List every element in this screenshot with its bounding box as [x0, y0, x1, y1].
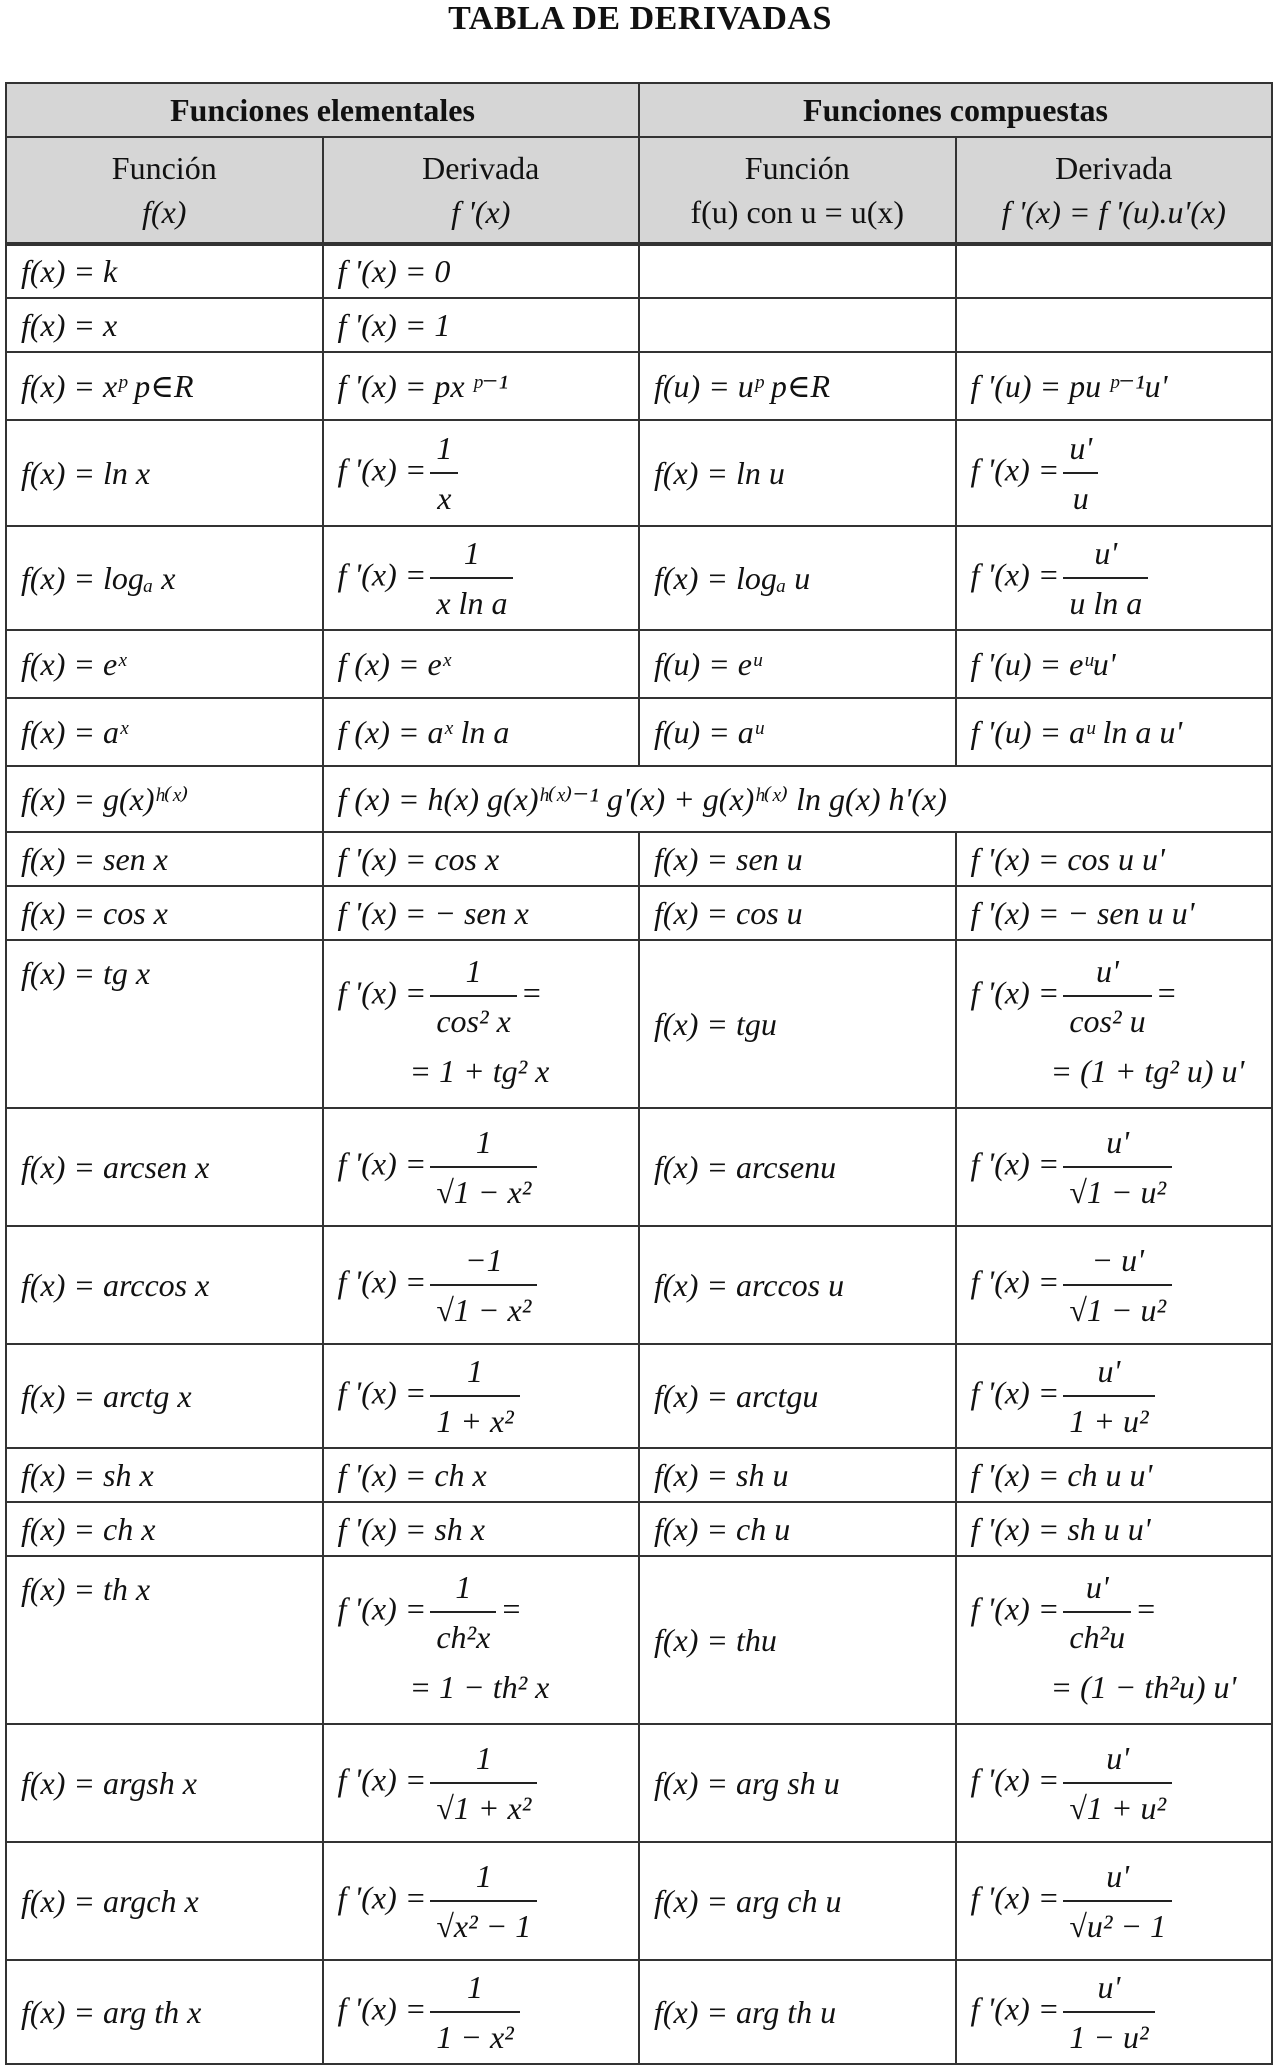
cell-c4 [956, 1448, 1273, 1502]
formula-equals: = [520, 974, 543, 1011]
fraction [1063, 1965, 1154, 2059]
cell-c3 [639, 298, 956, 352]
formula [971, 1238, 1258, 1332]
cell-c2 [323, 244, 640, 298]
cell-c2 [323, 1502, 640, 1556]
formula-text: f(u) = aᵘ [654, 713, 764, 750]
cell-c3 [639, 1960, 956, 2064]
cell-c1 [6, 1502, 323, 1556]
cell-c1 [6, 832, 323, 886]
cell-c2 [323, 886, 640, 940]
header-col-derivada-symbol: f '(x) [451, 194, 511, 230]
cell-c3 [639, 1108, 956, 1226]
cell-c1 [6, 244, 323, 298]
formula [338, 1120, 625, 1214]
formula-text: f(x) = arccos x [21, 1266, 210, 1303]
cell-c1 [6, 766, 323, 832]
formula-text: f(x) = aˣ [21, 713, 129, 750]
cell-c4 [956, 298, 1273, 352]
cell-c2 [323, 832, 640, 886]
formula-text: f '(x) = sh u u' [970, 1510, 1151, 1547]
formula-continuation: = (1 + tg² u) u' [1050, 1053, 1245, 1089]
cell-c3 [639, 244, 956, 298]
table-row [6, 352, 1272, 420]
formula-equals: = [1155, 974, 1178, 1011]
cell-c1 [6, 1724, 323, 1842]
formula [338, 1238, 625, 1332]
table-row [6, 832, 1272, 886]
formula-line [338, 1238, 625, 1332]
formula-text: f '(x) = ch x [337, 1456, 487, 1493]
cell-c4 [956, 832, 1273, 886]
cell-c2 [323, 630, 640, 698]
fraction [1063, 1565, 1131, 1659]
formula-text: f(x) = logₐ x [21, 559, 176, 596]
formula-lhs: f '(x) = [337, 1374, 427, 1411]
header-col-funcion-compuesta-symbol: f(u) con u = u(x) [690, 194, 905, 230]
fraction [430, 531, 513, 625]
cell-c4 [956, 1724, 1273, 1842]
formula-text: f(x) = arccos u [654, 1266, 845, 1303]
cell-c4 [956, 630, 1273, 698]
fraction-denominator: u [1072, 480, 1089, 516]
formula-lhs: f '(x) = [337, 1145, 427, 1182]
table-row [6, 1556, 1272, 1724]
fraction-numerator: 1 [430, 1565, 496, 1613]
fraction-denominator: √1 + x² [436, 1790, 532, 1826]
header-col-funcion [6, 137, 323, 244]
fraction [1063, 1120, 1172, 1214]
header-group-elementales: Funciones elementales [6, 83, 639, 137]
formula-line [338, 1349, 625, 1443]
table-row [6, 698, 1272, 766]
formula-text: f(x) = eˣ [21, 645, 127, 682]
header-col-derivada-compuesta [956, 137, 1273, 244]
cell-c2 [323, 352, 640, 420]
formula-line [338, 949, 625, 1043]
formula-text: f(x) = xᵖ p∈R [21, 368, 194, 404]
cell-c3 [639, 1448, 956, 1502]
fraction-denominator: x ln a [436, 585, 508, 621]
formula-text: f(x) = arcsen x [21, 1148, 210, 1185]
fraction-denominator: √x² − 1 [436, 1908, 532, 1944]
cell-c3 [639, 940, 956, 1108]
formula-line [971, 949, 1258, 1043]
fraction [430, 1238, 537, 1332]
cell-c2 [323, 1724, 640, 1842]
cell-c4 [956, 1344, 1273, 1448]
formula-text: f(x) = ch u [654, 1510, 791, 1547]
formula-text: f '(x) = ch u u' [970, 1456, 1153, 1493]
formula-text: f(x) = k [21, 253, 118, 289]
header-col-derivada-compuesta-label: Derivada [1055, 150, 1173, 186]
cell-span [323, 766, 1273, 832]
table-row [6, 1960, 1272, 2064]
formula [971, 1349, 1258, 1443]
formula [338, 1965, 625, 2059]
fraction-numerator: −1 [430, 1238, 537, 1286]
fraction-denominator: ch²x [436, 1619, 491, 1655]
cell-c1 [6, 1108, 323, 1226]
formula-continuation: = 1 − th² x [409, 1669, 550, 1705]
formula-text: f(x) = cos x [21, 894, 168, 931]
cell-c1 [6, 352, 323, 420]
cell-c4 [956, 1842, 1273, 1960]
formula-line [338, 1965, 625, 2059]
cell-c1 [6, 1842, 323, 1960]
formula-line [338, 426, 625, 520]
fraction [1063, 1854, 1172, 1948]
formula-text: f(x) = arctg x [21, 1377, 192, 1414]
fraction-denominator: 1 + x² [436, 1403, 514, 1439]
formula-lhs: f '(x) = [970, 1374, 1060, 1411]
formula [338, 1349, 625, 1443]
cell-c4 [956, 1960, 1273, 2064]
formula-line [971, 1854, 1258, 1948]
formula [971, 1854, 1258, 1948]
fraction-denominator: √1 − x² [436, 1174, 532, 1210]
cell-c4 [956, 420, 1273, 526]
table-row [6, 940, 1272, 1108]
formula-text: f (x) = h(x) g(x)ʰ⁽ˣ⁾⁻¹ g'(x) + g(x)ʰ⁽ˣ⁾ ln g(x) h'(x) [337, 781, 947, 817]
formula [338, 531, 625, 625]
fraction-numerator: u' [1063, 949, 1151, 997]
table-row [6, 1724, 1272, 1842]
formula-text: f (x) = eˣ [337, 645, 451, 682]
fraction-numerator: 1 [430, 1854, 537, 1902]
formula [971, 1120, 1258, 1214]
fraction-denominator: 1 + u² [1069, 1403, 1149, 1439]
formula-text: f '(x) = px ᵖ⁻¹ [337, 368, 509, 404]
fraction [1063, 426, 1098, 520]
formula-line [971, 1565, 1258, 1659]
formula-text: f '(x) = cos x [337, 840, 500, 877]
cell-c3 [639, 1344, 956, 1448]
formula-line [971, 1120, 1258, 1214]
fraction-numerator: u' [1063, 531, 1148, 579]
table-row [6, 1448, 1272, 1502]
formula-text: f '(x) = 0 [337, 253, 451, 289]
fraction [430, 949, 516, 1043]
fraction-denominator: √1 − x² [436, 1292, 532, 1328]
formula-lhs: f '(x) = [970, 1590, 1060, 1627]
table-row [6, 244, 1272, 298]
fraction [430, 1349, 519, 1443]
fraction [1063, 1736, 1172, 1830]
cell-c4 [956, 244, 1273, 298]
formula-lhs: f '(x) = [970, 1761, 1060, 1798]
cell-c1 [6, 1960, 323, 2064]
header-col-derivada [323, 137, 640, 244]
header-col-derivada-compuesta-symbol: f '(x) = f '(u).u'(x) [1001, 194, 1226, 230]
fraction [430, 1565, 496, 1659]
fraction-denominator: cos² x [436, 1003, 511, 1039]
formula [971, 426, 1258, 520]
table-row [6, 1226, 1272, 1344]
formula [338, 949, 625, 1090]
formula-text: f(u) = eᵘ [654, 645, 762, 682]
header-col-funcion-label: Función [111, 150, 217, 186]
formula-lhs: f '(x) = [337, 1263, 427, 1300]
formula-lhs: f '(x) = [970, 1145, 1060, 1182]
cell-c1 [6, 1344, 323, 1448]
cell-c2 [323, 1960, 640, 2064]
formula-text: f(x) = arg th u [654, 1993, 837, 2030]
formula-continuation: = (1 − th²u) u' [1050, 1669, 1237, 1705]
fraction-denominator: cos² u [1069, 1003, 1146, 1039]
formula-line [338, 531, 625, 625]
formula-line [971, 1736, 1258, 1830]
fraction [430, 426, 458, 520]
cell-c1 [6, 526, 323, 630]
table-row [6, 420, 1272, 526]
fraction-denominator: 1 − x² [436, 2019, 514, 2055]
formula-text: f(x) = ln x [21, 454, 151, 491]
formula-text: f(x) = arg ch u [654, 1882, 842, 1919]
formula [338, 1854, 625, 1948]
formula-text: f '(x) = − sen x [337, 894, 529, 931]
fraction-numerator: 1 [430, 1965, 519, 2013]
fraction-denominator: ch²u [1069, 1619, 1126, 1655]
cell-c2 [323, 298, 640, 352]
formula-text: f(u) = uᵖ p∈R [654, 368, 831, 404]
formula-text: f '(x) = cos u u' [970, 840, 1165, 877]
formula-line [338, 1854, 625, 1948]
cell-c3 [639, 698, 956, 766]
table-row [6, 1108, 1272, 1226]
cell-c2 [323, 1344, 640, 1448]
formula-lhs: f '(x) = [970, 1879, 1060, 1916]
formula-text: f(x) = arg sh u [654, 1764, 840, 1801]
formula [338, 1736, 625, 1830]
header-group-compuestas: Funciones compuestas [639, 83, 1272, 137]
formula-text: f(x) = g(x)ʰ⁽ˣ⁾ [21, 781, 189, 817]
cell-c3 [639, 1724, 956, 1842]
formula-text: f(x) = x [21, 306, 118, 343]
fraction-numerator: 1 [430, 1736, 537, 1784]
formula-line [971, 1965, 1258, 2059]
formula-lhs: f '(x) = [337, 556, 427, 593]
fraction-numerator: 1 [430, 531, 513, 579]
cell-c3 [639, 630, 956, 698]
formula-text: f(x) = thu [654, 1621, 777, 1658]
header-col-funcion-compuesta [639, 137, 956, 244]
cell-c3 [639, 352, 956, 420]
formula-text: f(x) = ch x [21, 1510, 156, 1547]
cell-c4 [956, 886, 1273, 940]
fraction-numerator: 1 [430, 426, 458, 474]
formula-text: f(x) = arcsenu [654, 1148, 837, 1185]
cell-c4 [956, 1108, 1273, 1226]
cell-c3 [639, 1226, 956, 1344]
cell-c3 [639, 886, 956, 940]
fraction [1063, 949, 1151, 1043]
formula-continuation: = 1 + tg² x [409, 1053, 550, 1089]
formula [971, 1565, 1258, 1706]
table-row [6, 1842, 1272, 1960]
fraction-denominator: √1 + u² [1069, 1790, 1167, 1826]
formula-lhs: f '(x) = [970, 1263, 1060, 1300]
cell-c4 [956, 352, 1273, 420]
formula-text: f(x) = sen u [654, 840, 803, 877]
fraction-numerator: u' [1063, 426, 1098, 474]
formula-text: f '(u) = eᵘu' [970, 645, 1116, 682]
fraction [430, 1736, 537, 1830]
formula-text: f (x) = aˣ ln a [337, 713, 510, 750]
fraction-denominator: 1 − u² [1069, 2019, 1149, 2055]
table-header [6, 83, 1272, 244]
formula-lhs: f '(x) = [970, 974, 1060, 1011]
cell-c1 [6, 940, 323, 1108]
table-body [6, 244, 1272, 2064]
cell-c2 [323, 1556, 640, 1724]
table-row [6, 630, 1272, 698]
formula-line [338, 1565, 625, 1659]
formula-lhs: f '(x) = [970, 1990, 1060, 2027]
cell-c4 [956, 1556, 1273, 1724]
cell-c3 [639, 420, 956, 526]
fraction [430, 1120, 537, 1214]
formula-text: f(x) = ln u [654, 454, 785, 491]
cell-c2 [323, 420, 640, 526]
fraction-numerator: − u' [1063, 1238, 1172, 1286]
fraction [1063, 531, 1148, 625]
cell-c2 [323, 526, 640, 630]
formula [971, 949, 1258, 1090]
formula-text: f(x) = arg th x [21, 1993, 202, 2030]
formula-line [971, 1349, 1258, 1443]
formula-text: f '(x) = sh x [337, 1510, 485, 1547]
formula-text: f(x) = cos u [654, 894, 803, 931]
formula-line [971, 1238, 1258, 1332]
fraction-denominator: x [437, 480, 452, 516]
cell-c3 [639, 526, 956, 630]
cell-c1 [6, 420, 323, 526]
formula-lhs: f '(x) = [337, 1879, 427, 1916]
formula-line [338, 1120, 625, 1214]
formula-text: f(x) = arctgu [654, 1377, 819, 1414]
cell-c3 [639, 1556, 956, 1724]
table-row [6, 1344, 1272, 1448]
formula-text: f(x) = argch x [21, 1882, 199, 1919]
formula-text: f(x) = logₐ u [654, 559, 811, 596]
table-row [6, 766, 1272, 832]
fraction-numerator: u' [1063, 1854, 1172, 1902]
cell-c4 [956, 1226, 1273, 1344]
cell-c2 [323, 1108, 640, 1226]
cell-c2 [323, 1226, 640, 1344]
fraction [430, 1965, 519, 2059]
cell-c4 [956, 940, 1273, 1108]
formula-lhs: f '(x) = [337, 974, 427, 1011]
formula-lhs: f '(x) = [337, 451, 427, 488]
formula [338, 1565, 625, 1706]
formula-text: f '(u) = pu ᵖ⁻¹u' [970, 368, 1168, 404]
formula-text: f(x) = sh x [21, 1456, 154, 1493]
formula-line [338, 1736, 625, 1830]
header-col-funcion-compuesta-label: Función [744, 150, 850, 186]
cell-c3 [639, 1502, 956, 1556]
formula-equals: = [1135, 1590, 1157, 1627]
cell-c1 [6, 698, 323, 766]
formula-text: f(x) = argsh x [21, 1764, 197, 1801]
formula-lhs: f '(x) = [337, 1990, 427, 2027]
cell-c3 [639, 1842, 956, 1960]
formula [971, 1736, 1258, 1830]
table-row [6, 526, 1272, 630]
formula-text: f(x) = sh u [654, 1456, 789, 1493]
cell-c1 [6, 1226, 323, 1344]
derivatives-table [5, 82, 1273, 2065]
cell-c4 [956, 1502, 1273, 1556]
formula-text: f(x) = sen x [21, 840, 168, 877]
formula [338, 426, 625, 520]
fraction-numerator: 1 [430, 949, 516, 997]
fraction-numerator: 1 [430, 1120, 537, 1168]
header-col-derivada-label: Derivada [422, 150, 540, 186]
fraction-denominator: √1 − u² [1069, 1174, 1167, 1210]
cell-c1 [6, 1448, 323, 1502]
fraction-denominator: √u² − 1 [1069, 1908, 1167, 1944]
cell-c3 [639, 832, 956, 886]
fraction-numerator: u' [1063, 1736, 1172, 1784]
formula-text: f '(x) = − sen u u' [970, 894, 1195, 931]
table-row [6, 886, 1272, 940]
fraction [430, 1854, 537, 1948]
formula-text: f(x) = tg x [21, 955, 151, 991]
table-row [6, 1502, 1272, 1556]
cell-c1 [6, 298, 323, 352]
formula [971, 1965, 1258, 2059]
cell-c2 [323, 1842, 640, 1960]
cell-c1 [6, 1556, 323, 1724]
fraction-numerator: u' [1063, 1349, 1154, 1397]
formula-lhs: f '(x) = [970, 451, 1060, 488]
fraction [1063, 1238, 1172, 1332]
formula-line [971, 426, 1258, 520]
formula-line [971, 531, 1258, 625]
cell-c2 [323, 940, 640, 1108]
cell-c2 [323, 698, 640, 766]
cell-c4 [956, 698, 1273, 766]
formula-text: f(x) = tgu [654, 1005, 777, 1042]
fraction [1063, 1349, 1154, 1443]
fraction-numerator: 1 [430, 1349, 519, 1397]
formula-lhs: f '(x) = [337, 1761, 427, 1798]
fraction-numerator: u' [1063, 1120, 1172, 1168]
fraction-numerator: u' [1063, 1565, 1131, 1613]
formula-equals: = [500, 1590, 522, 1627]
fraction-denominator: √1 − u² [1069, 1292, 1167, 1328]
cell-c4 [956, 526, 1273, 630]
cell-c1 [6, 886, 323, 940]
formula-lhs: f '(x) = [970, 556, 1060, 593]
formula-lhs: f '(x) = [337, 1590, 427, 1627]
page-title: TABLA DE DERIVADAS [448, 0, 832, 37]
formula-text: f '(x) = 1 [337, 306, 451, 343]
fraction-denominator: u ln a [1069, 585, 1143, 621]
formula-text: f '(u) = aᵘ ln a u' [970, 713, 1183, 750]
cell-c2 [323, 1448, 640, 1502]
formula [971, 531, 1258, 625]
formula-text: f(x) = th x [21, 1571, 151, 1607]
header-col-funcion-symbol: f(x) [142, 194, 187, 230]
fraction-numerator: u' [1063, 1965, 1154, 2013]
cell-c1 [6, 630, 323, 698]
table-row [6, 298, 1272, 352]
